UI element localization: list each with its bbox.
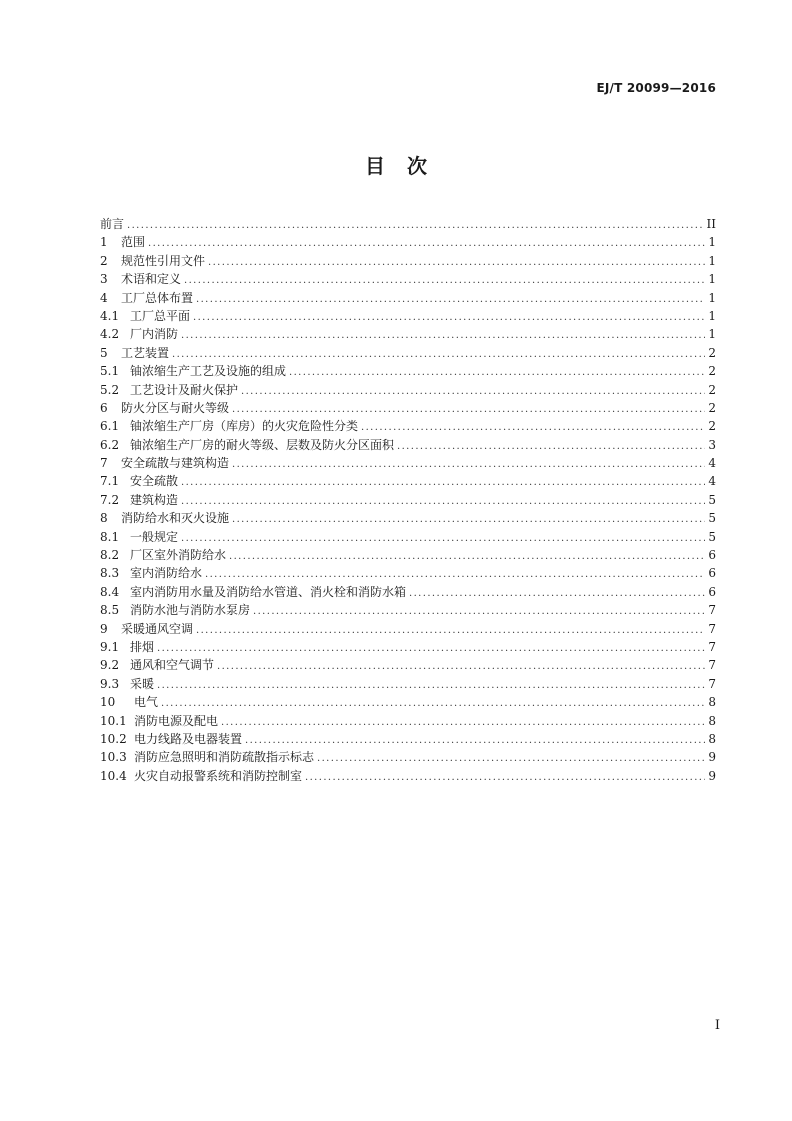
toc-entry[interactable] xyxy=(100,381,716,399)
toc-leader-dots xyxy=(181,474,705,492)
toc-entry[interactable] xyxy=(100,252,716,270)
toc-entry-number: 8.2 xyxy=(100,548,120,563)
toc-entry-number: 8.5 xyxy=(100,603,120,618)
toc-entry-number: 1 xyxy=(100,235,108,250)
toc-entry[interactable] xyxy=(100,399,716,417)
toc-entry-label: 排烟 xyxy=(130,639,155,654)
toc-entry-page: 7 xyxy=(708,603,716,618)
toc-entry-label: 厂内消防 xyxy=(130,327,179,342)
toc-leader-dots xyxy=(196,291,705,309)
toc-entry[interactable] xyxy=(100,620,716,638)
toc-leader-dots xyxy=(127,217,704,235)
toc-entry-page: 8 xyxy=(708,713,716,728)
toc-entry[interactable] xyxy=(100,362,716,380)
toc-entry-label: 铀浓缩生产厂房的耐火等级、层数及防火分区面积 xyxy=(130,437,395,452)
toc-entry-label: 铀浓缩生产厂房（库房）的火灾危险性分类 xyxy=(130,419,359,434)
toc-entry-label: 电气 xyxy=(134,695,159,710)
toc-entry-label: 消防水池与消防水泵房 xyxy=(130,603,251,618)
toc-entry-page: 5 xyxy=(708,511,716,526)
toc-leader-dots xyxy=(181,530,705,548)
toc-entry-label: 消防应急照明和消防疏散指示标志 xyxy=(134,750,315,765)
toc-entry[interactable] xyxy=(100,583,716,601)
toc-entry[interactable] xyxy=(100,528,716,546)
toc-entry-number: 7 xyxy=(100,456,108,471)
toc-entry-page: II xyxy=(706,217,716,231)
toc-entry-label: 工艺装置 xyxy=(121,345,170,360)
toc-leader-dots xyxy=(221,714,705,732)
toc-entry-label: 采暖通风空调 xyxy=(121,621,194,636)
toc-entry[interactable] xyxy=(100,693,716,711)
toc-entry[interactable] xyxy=(100,307,716,325)
toc-entry-label: 消防电源及配电 xyxy=(134,713,219,728)
toc-entry-page: 5 xyxy=(708,529,716,544)
toc-entry-number: 6.2 xyxy=(100,437,120,452)
toc-entry-number: 2 xyxy=(100,253,108,268)
toc-entry-page: 7 xyxy=(708,621,716,636)
toc-entry-page: 2 xyxy=(708,382,716,397)
toc-entry-label: 工艺设计及耐火保护 xyxy=(130,382,239,397)
toc-entry-label: 安全疏散 xyxy=(130,474,179,489)
toc-entry-page: 1 xyxy=(708,290,716,305)
toc-entry-label: 通风和空气调节 xyxy=(130,658,215,673)
toc-leader-dots xyxy=(181,327,705,345)
toc-entry-number: 7.1 xyxy=(100,474,120,489)
toc-entry-label: 铀浓缩生产工艺及设施的组成 xyxy=(130,364,287,379)
toc-entry-page: 8 xyxy=(708,695,716,710)
toc-entry-page: 6 xyxy=(708,584,716,599)
toc-entry-number: 8.1 xyxy=(100,529,120,544)
toc-entry-page: 2 xyxy=(708,419,716,434)
toc-leader-dots xyxy=(157,677,705,695)
toc-entry-label: 防火分区与耐火等级 xyxy=(121,400,230,415)
toc-entry-page: 4 xyxy=(708,456,716,471)
toc-entry-page: 9 xyxy=(708,750,716,765)
toc-entry[interactable] xyxy=(100,436,716,454)
toc-entry-page: 4 xyxy=(708,474,716,489)
toc-entry[interactable] xyxy=(100,748,716,766)
toc-entry-label: 采暖 xyxy=(130,676,155,691)
toc-entry-number: 9.3 xyxy=(100,676,120,691)
toc-entry-page: 7 xyxy=(708,658,716,673)
toc-leader-dots xyxy=(305,769,705,787)
toc-entry-label: 规范性引用文件 xyxy=(121,253,206,268)
toc-leader-dots xyxy=(232,511,705,529)
toc-leader-dots xyxy=(253,603,705,621)
toc-entry-page: 1 xyxy=(708,308,716,323)
toc-entry[interactable] xyxy=(100,564,716,582)
toc-entry-number: 10.3 xyxy=(100,750,127,765)
toc-entry-number: 9 xyxy=(100,621,108,636)
toc-entry-label: 室内消防给水 xyxy=(130,566,203,581)
toc-entry-number: 5 xyxy=(100,345,108,360)
toc-entry[interactable] xyxy=(100,270,716,288)
toc-entry-page: 1 xyxy=(708,235,716,250)
toc-entry[interactable] xyxy=(100,675,716,693)
toc-entry-label: 电力线路及电器装置 xyxy=(134,731,243,746)
toc-entry-number: 7.2 xyxy=(100,492,120,507)
toc-entry[interactable] xyxy=(100,712,716,730)
toc-entry-number: 9.1 xyxy=(100,639,120,654)
toc-entry[interactable] xyxy=(100,767,716,785)
table-of-contents xyxy=(100,215,716,785)
toc-entry[interactable] xyxy=(100,215,716,233)
toc-entry-number: 5.1 xyxy=(100,364,120,379)
toc-entry-page: 7 xyxy=(708,639,716,654)
toc-entry-number: 10.1 xyxy=(100,713,127,728)
toc-entry[interactable] xyxy=(100,344,716,362)
toc-entry[interactable] xyxy=(100,601,716,619)
toc-leader-dots xyxy=(229,548,705,566)
toc-entry-page: 3 xyxy=(708,437,716,452)
toc-leader-dots xyxy=(157,640,705,658)
toc-leader-dots xyxy=(217,658,705,676)
toc-entry[interactable] xyxy=(100,289,716,307)
toc-entry-label: 火灾自动报警系统和消防控制室 xyxy=(134,768,303,783)
toc-entry-number: 5.2 xyxy=(100,382,120,397)
toc-leader-dots xyxy=(193,309,705,327)
toc-entry-page: 1 xyxy=(708,327,716,342)
toc-entry[interactable] xyxy=(100,638,716,656)
toc-entry-number: 4.1 xyxy=(100,308,120,323)
toc-entry-number: 8.4 xyxy=(100,584,120,599)
toc-entry-label: 工厂总体布置 xyxy=(121,290,194,305)
toc-entry[interactable] xyxy=(100,454,716,472)
toc-leader-dots xyxy=(208,254,705,272)
toc-entry-page: 9 xyxy=(708,768,716,783)
toc-entry-number: 3 xyxy=(100,272,108,287)
toc-entry-page: 2 xyxy=(708,364,716,379)
toc-leader-dots xyxy=(241,383,705,401)
toc-entry-number: 6.1 xyxy=(100,419,120,434)
toc-leader-dots xyxy=(317,750,705,768)
toc-entry-label: 消防给水和灭火设施 xyxy=(121,511,230,526)
toc-entry-page: 7 xyxy=(708,676,716,691)
toc-entry-page: 6 xyxy=(708,548,716,563)
toc-leader-dots xyxy=(161,695,705,713)
toc-entry-page: 2 xyxy=(708,400,716,415)
toc-leader-dots xyxy=(148,235,705,253)
toc-leader-dots xyxy=(397,438,705,456)
toc-entry-number: 4 xyxy=(100,290,108,305)
toc-entry-number: 4.2 xyxy=(100,327,120,342)
toc-entry-label: 安全疏散与建筑构造 xyxy=(121,456,230,471)
toc-leader-dots xyxy=(181,493,705,511)
toc-leader-dots xyxy=(361,419,705,437)
toc-entry-label: 厂区室外消防给水 xyxy=(130,548,227,563)
toc-entry[interactable] xyxy=(100,491,716,509)
toc-entry-page: 5 xyxy=(708,492,716,507)
toc-leader-dots xyxy=(289,364,705,382)
toc-entry-number: 9.2 xyxy=(100,658,120,673)
toc-entry-label: 范围 xyxy=(121,235,146,250)
toc-entry-number: 8 xyxy=(100,511,108,526)
toc-entry[interactable] xyxy=(100,730,716,748)
toc-leader-dots xyxy=(184,272,705,290)
toc-entry[interactable] xyxy=(100,509,716,527)
toc-entry-label: 建筑构造 xyxy=(130,492,179,507)
toc-entry-label: 工厂总平面 xyxy=(130,308,191,323)
toc-entry-number: 8.3 xyxy=(100,566,120,581)
page-title: 目次 xyxy=(365,154,449,178)
toc-entry[interactable] xyxy=(100,546,716,564)
toc-leader-dots xyxy=(232,456,705,474)
toc-entry-label: 术语和定义 xyxy=(121,272,182,287)
toc-entry-number: 10.2 xyxy=(100,731,127,746)
toc-entry[interactable] xyxy=(100,325,716,343)
toc-entry-number: 10 xyxy=(100,695,116,710)
toc-entry[interactable] xyxy=(100,656,716,674)
toc-leader-dots xyxy=(196,622,705,640)
footer-page-number: I xyxy=(714,1018,720,1033)
toc-leader-dots xyxy=(409,585,705,603)
toc-entry-label: 前言 xyxy=(100,217,125,231)
toc-entry-page: 1 xyxy=(708,253,716,268)
toc-entry-page: 1 xyxy=(708,272,716,287)
toc-entry[interactable] xyxy=(100,417,716,435)
toc-entry-label: 室内消防用水量及消防给水管道、消火栓和消防水箱 xyxy=(130,584,407,599)
toc-entry-label: 一般规定 xyxy=(130,529,179,544)
standard-code: EJ/T 20099—2016 xyxy=(596,81,716,95)
toc-entry[interactable] xyxy=(100,472,716,490)
toc-entry[interactable] xyxy=(100,233,716,251)
toc-entry-page: 6 xyxy=(708,566,716,581)
toc-entry-number: 6 xyxy=(100,400,108,415)
toc-entry-number: 10.4 xyxy=(100,768,127,783)
toc-entry-page: 8 xyxy=(708,731,716,746)
toc-entry-page: 2 xyxy=(708,345,716,360)
